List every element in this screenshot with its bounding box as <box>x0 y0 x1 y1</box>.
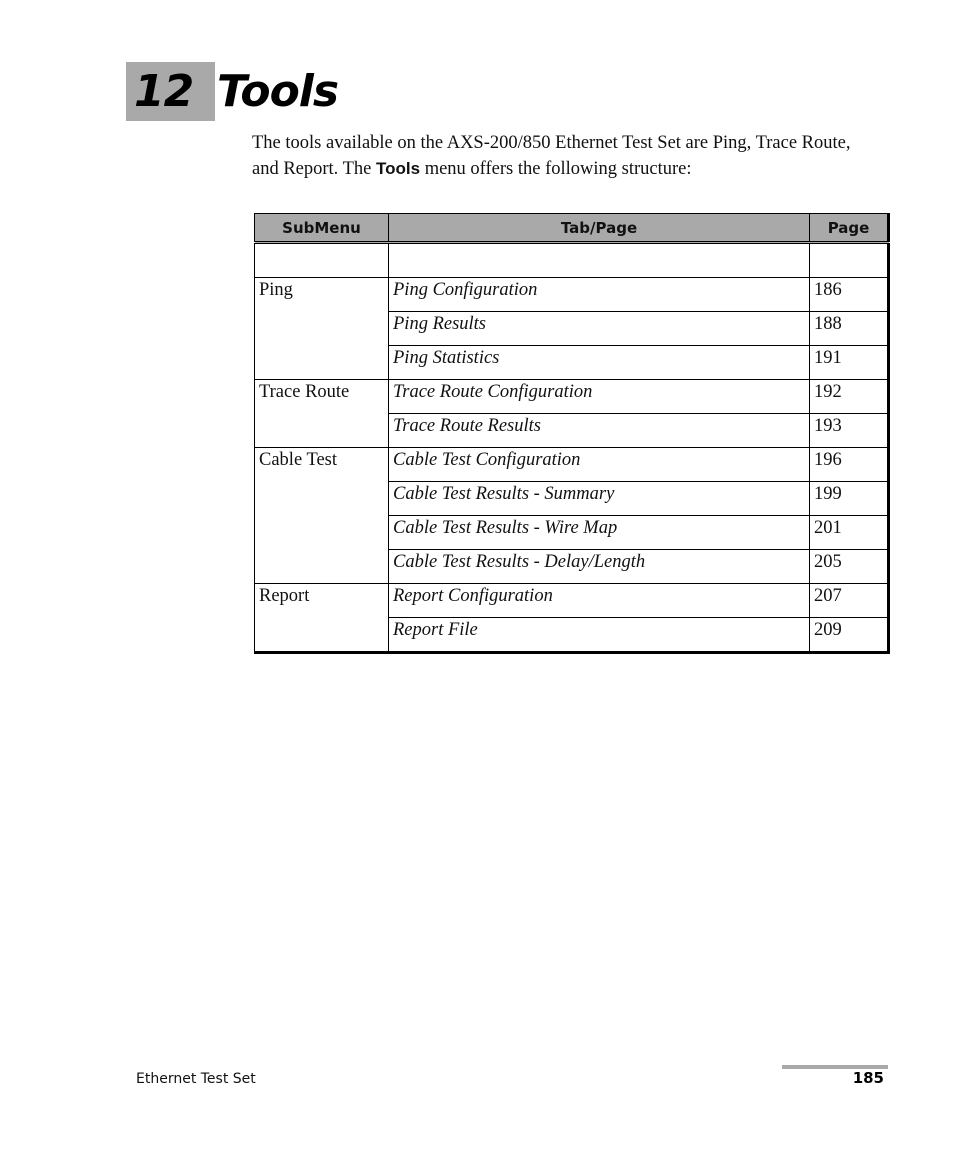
header-submenu: SubMenu <box>255 214 389 243</box>
tools-structure-table <box>254 213 890 654</box>
tab-page-cell: Report File <box>389 618 810 653</box>
tab-page-cell: Cable Test Configuration <box>389 448 810 482</box>
header-tab-page: Tab/Page <box>389 214 810 243</box>
submenu-cell: Report <box>255 584 389 653</box>
tab-page-cell: Ping Configuration <box>389 278 810 312</box>
table-row <box>255 584 889 618</box>
page-cell: 205 <box>810 550 889 584</box>
page-cell: 201 <box>810 516 889 550</box>
intro-paragraph <box>252 131 872 182</box>
tab-page-cell: Ping Results <box>389 312 810 346</box>
page-cell: 186 <box>810 278 889 312</box>
table-row <box>255 278 889 312</box>
submenu-cell: Cable Test <box>255 448 389 584</box>
page-cell: 209 <box>810 618 889 653</box>
table-header-row <box>255 214 889 243</box>
submenu-cell: Ping <box>255 278 389 380</box>
submenu-cell: Trace Route <box>255 380 389 448</box>
tab-page-cell: Report Configuration <box>389 584 810 618</box>
intro-tools-bold: Tools <box>376 159 421 178</box>
tab-page-cell: Cable Test Results - Wire Map <box>389 516 810 550</box>
header-page: Page <box>810 214 889 243</box>
footer-document-title: Ethernet Test Set <box>136 1071 256 1087</box>
chapter-title: Tools <box>217 66 339 117</box>
tab-page-cell: Ping Statistics <box>389 346 810 380</box>
table-row <box>255 448 889 482</box>
tab-page-cell: Cable Test Results - Delay/Length <box>389 550 810 584</box>
page-cell: 192 <box>810 380 889 414</box>
tab-page-cell: Trace Route Results <box>389 414 810 448</box>
intro-text-start: The tools available on the AXS-200/850 Ethernet Test Set are Ping, Trace Route, and Report. The <box>252 133 851 179</box>
tab-page-cell: Cable Test Results - Summary <box>389 482 810 516</box>
chapter-number: 12 <box>134 66 194 117</box>
table-row <box>255 380 889 414</box>
page-cell: 196 <box>810 448 889 482</box>
page-cell: 191 <box>810 346 889 380</box>
intro-text-end: menu offers the following structure: <box>420 159 692 179</box>
page-cell: 199 <box>810 482 889 516</box>
page-cell: 188 <box>810 312 889 346</box>
table-spacer-row <box>255 243 889 278</box>
page-cell: 207 <box>810 584 889 618</box>
tab-page-cell: Trace Route Configuration <box>389 380 810 414</box>
footer-page-number: 185 <box>852 1069 884 1087</box>
page-cell: 193 <box>810 414 889 448</box>
